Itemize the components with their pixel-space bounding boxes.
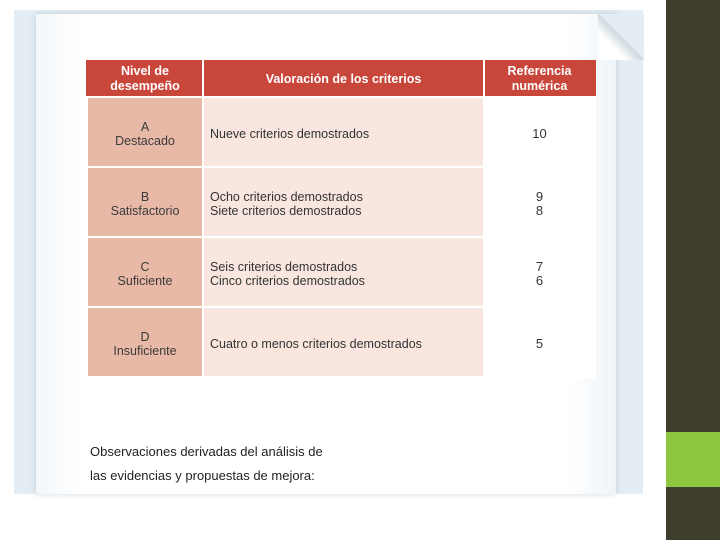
header-criteria: Valoración de los criterios <box>203 61 484 97</box>
level-cell <box>87 307 203 377</box>
rubric-table <box>86 60 596 378</box>
level-letter: A <box>140 120 150 134</box>
reference-value: 9 <box>535 189 544 204</box>
observations-line: Observaciones derivadas del análisis de <box>90 444 323 459</box>
level-name: Destacado <box>115 134 175 148</box>
level-cell <box>87 237 203 307</box>
page-curl <box>598 14 644 60</box>
header-reference: Referencia numérica <box>484 61 595 97</box>
table-row <box>87 237 595 307</box>
level-cell <box>87 97 203 167</box>
reference-value: 8 <box>535 203 544 218</box>
level-letter: C <box>140 260 150 274</box>
reference-cell <box>484 237 595 307</box>
header-row <box>87 61 595 97</box>
criteria-cell <box>203 307 484 377</box>
criteria-text: Cuatro o menos criterios demostrados <box>210 337 422 351</box>
level-name: Insuficiente <box>113 344 177 358</box>
level-letter: D <box>140 330 150 344</box>
reference-value: 7 <box>535 259 544 274</box>
reference-cell <box>484 307 595 377</box>
criteria-text: Nueve criterios demostrados <box>210 127 370 141</box>
reference-cell <box>484 167 595 237</box>
reference-value: 10 <box>532 126 547 141</box>
criteria-text: Cinco criterios demostrados <box>210 274 365 288</box>
reference-value: 5 <box>535 336 544 351</box>
level-name: Suficiente <box>117 274 173 288</box>
criteria-text: Ocho criterios demostrados <box>210 190 363 204</box>
criteria-cell <box>203 237 484 307</box>
observations-prompt <box>90 440 510 488</box>
side-accent-block <box>666 432 720 487</box>
level-letter: B <box>140 190 150 204</box>
criteria-text: Siete criterios demostrados <box>210 204 362 218</box>
criteria-cell <box>203 97 484 167</box>
level-name: Satisfactorio <box>110 204 180 218</box>
observations-line: las evidencias y propuestas de mejora: <box>90 468 315 483</box>
reference-cell <box>484 97 595 167</box>
table-row <box>87 167 595 237</box>
header-level: Nivel de desempeño <box>87 61 203 97</box>
criteria-text: Seis criterios demostrados <box>210 260 358 274</box>
table-row <box>87 97 595 167</box>
reference-value: 6 <box>535 273 544 288</box>
table-row <box>87 307 595 377</box>
criteria-cell <box>203 167 484 237</box>
level-cell <box>87 167 203 237</box>
